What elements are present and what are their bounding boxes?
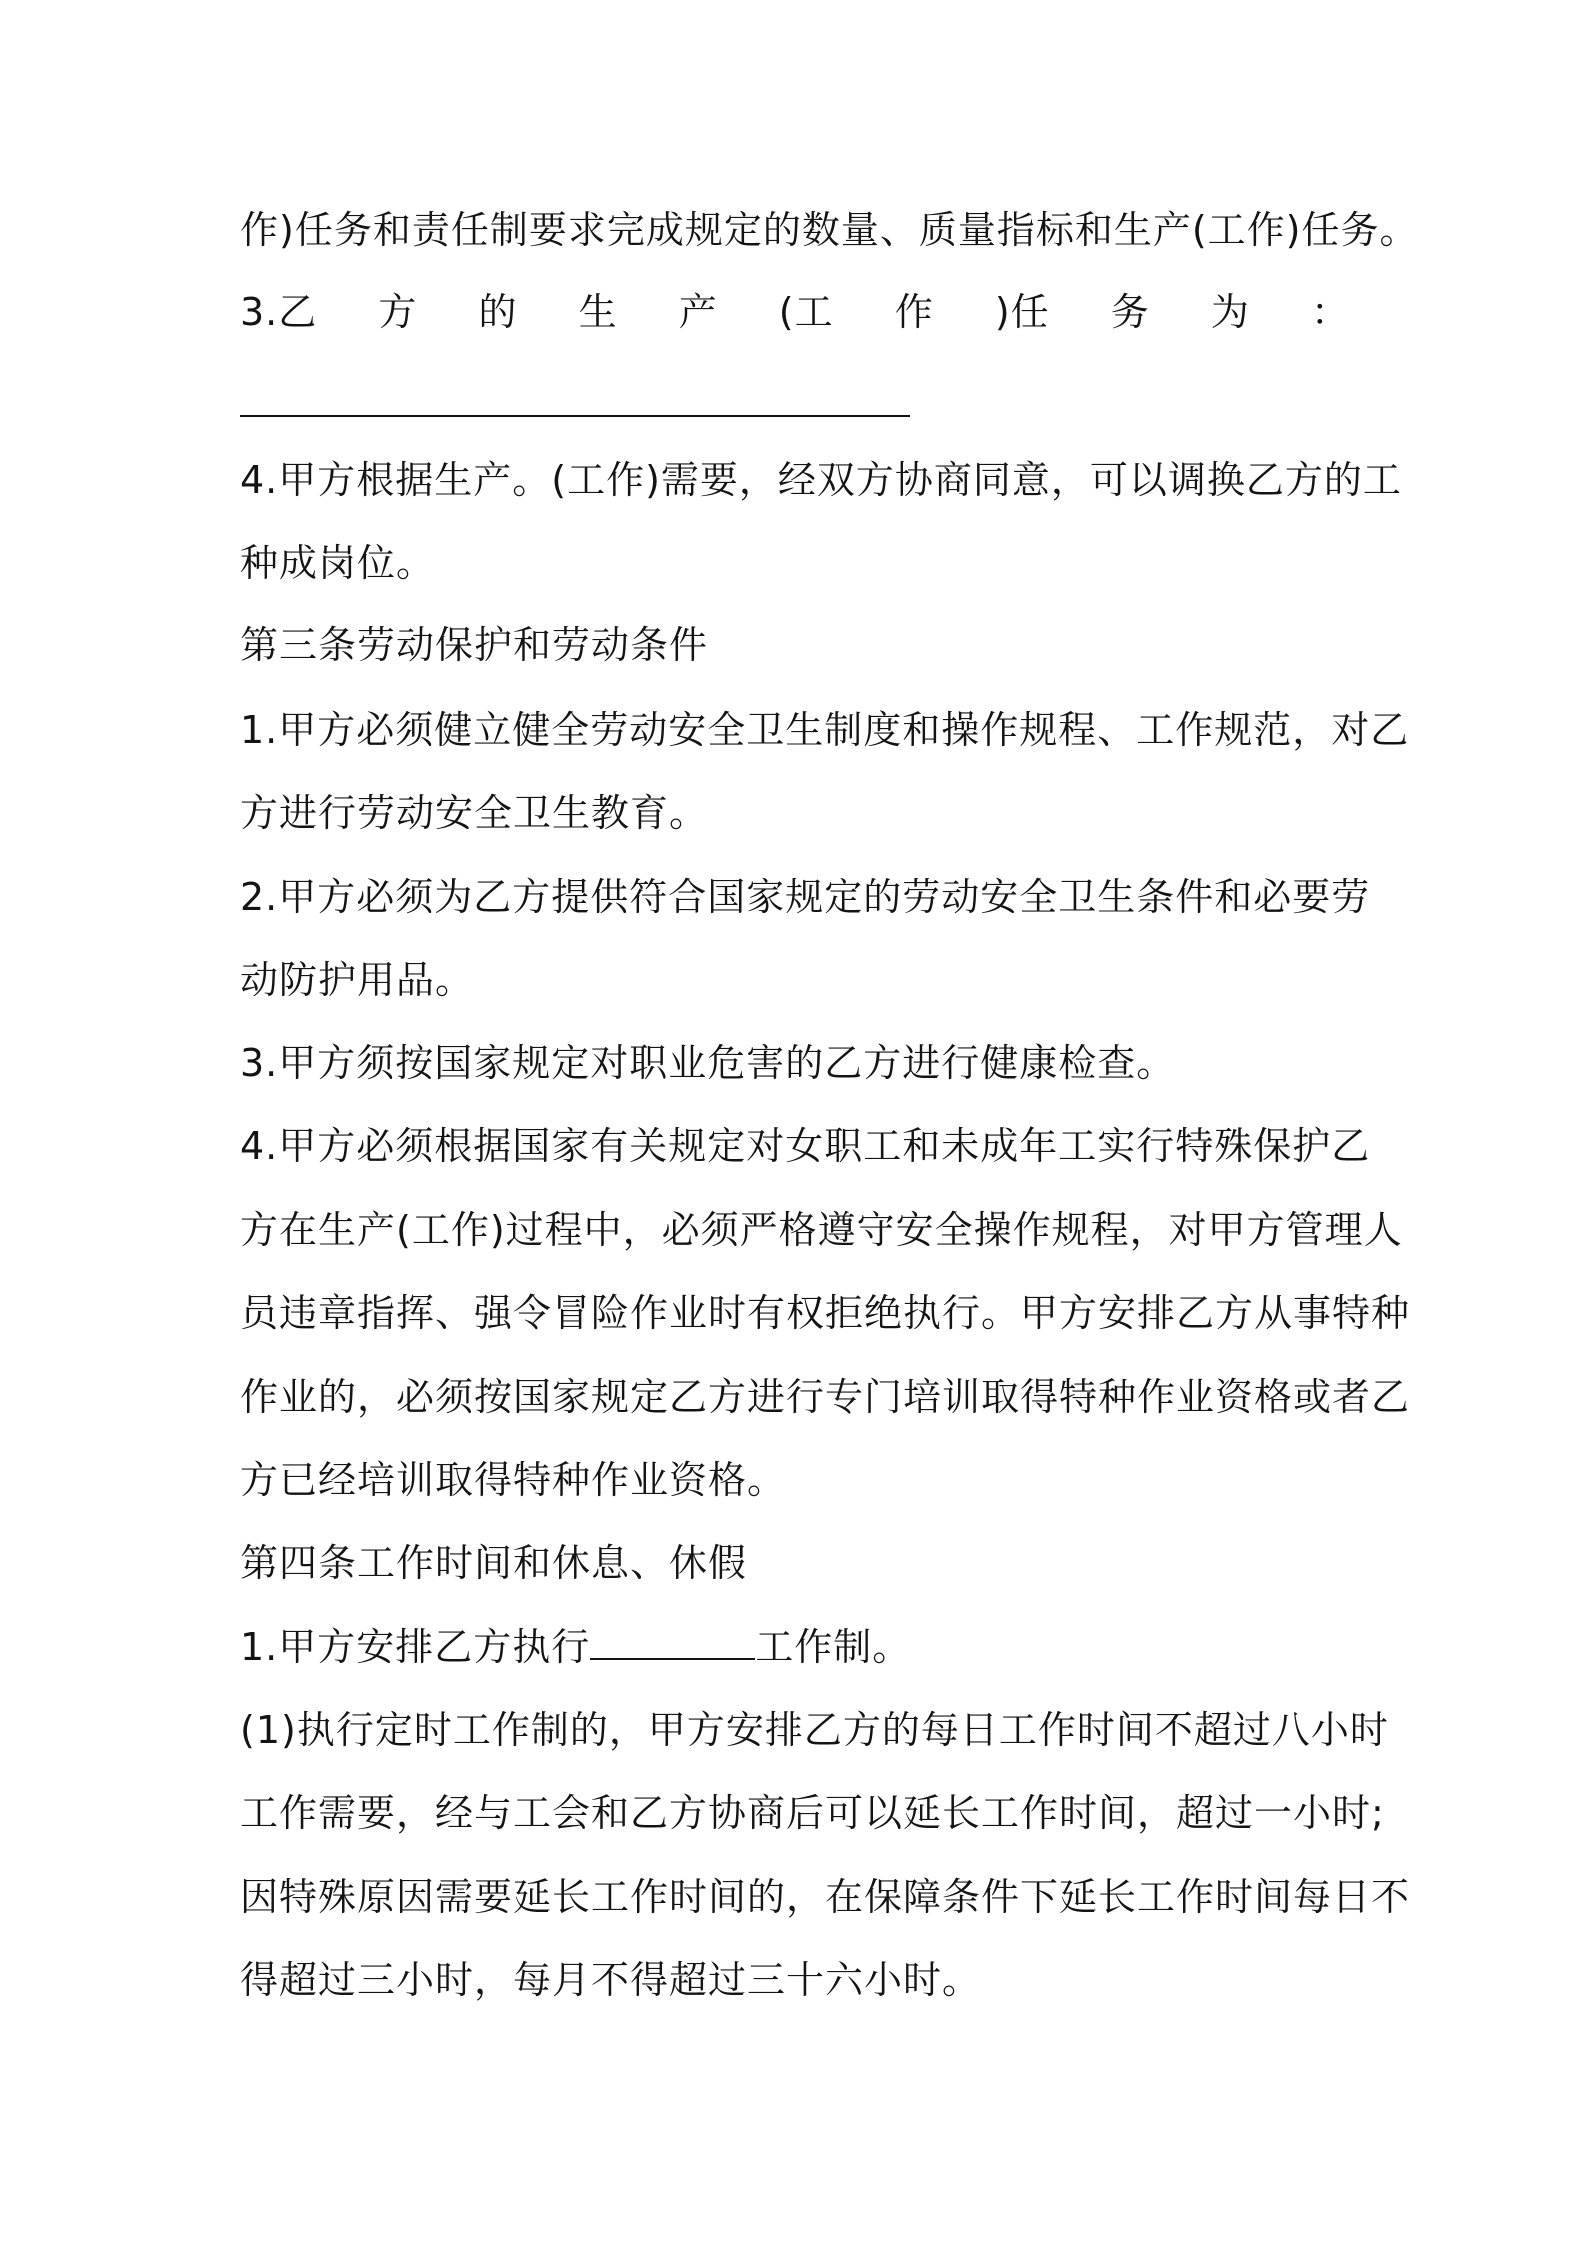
text-line-4: 种成岗位。 — [240, 541, 436, 585]
text-fragment: ： — [1310, 290, 1350, 334]
fill-in-blank — [590, 1624, 755, 1660]
text-line-7: 方进行劳动安全卫生教育。 — [240, 791, 709, 835]
text-line-18: (1)执行定时工作制的，甲方安排乙方的每日工作时间不超过八小时 — [240, 1708, 1389, 1752]
text-line-6: 1.甲方必须健立健全劳动安全卫生制度和操作规程、工作规范，对乙 — [240, 708, 1410, 752]
text-line-21: 得超过三小时，每月不得超过三十六小时。 — [240, 1958, 982, 2002]
text-fragment: 生 — [578, 290, 618, 334]
text-fragment: )任 — [994, 290, 1050, 334]
text-line-9: 动防护用品。 — [240, 958, 475, 1002]
text-fragment: 方 — [378, 290, 418, 334]
text-line-3: 4.甲方根据生产。(工作)需要，经双方协商同意，可以调换乙方的工 — [240, 458, 1402, 502]
text-line-1: 作)任务和责任制要求完成规定的数量、质量指标和生产(工作)任务。 — [240, 208, 1419, 252]
text-fragment: 为 — [1210, 290, 1250, 334]
text-line-13: 员违章指挥、强令冒险作业时有权拒绝执行。甲方安排乙方从事特种 — [240, 1291, 1411, 1335]
text-fragment: 3.乙 — [240, 290, 318, 334]
text-fragment: 的 — [478, 290, 518, 334]
section-heading-3: 第三条劳动保护和劳动条件 — [240, 623, 709, 667]
text-line-14: 作业的，必须按国家规定乙方进行专门培训取得特种作业资格或者乙 — [240, 1375, 1411, 1419]
text-line-10: 3.甲方须按国家规定对职业危害的乙方进行健康检查。 — [240, 1041, 1176, 1085]
text-line-2-justified — [240, 287, 1350, 337]
text-fragment: 产 — [678, 290, 718, 334]
text-fragment: 作 — [894, 290, 934, 334]
text-line-15: 方已经培训取得特种作业资格。 — [240, 1458, 787, 1502]
text-line-19: 工作需要，经与工会和乙方协商后可以延长工作时间，超过一小时; — [240, 1791, 1385, 1835]
text-fragment: (工 — [778, 290, 834, 334]
text-line-8: 2.甲方必须为乙方提供符合国家规定的劳动安全卫生条件和必要劳 — [240, 875, 1371, 919]
text-line-20: 因特殊原因需要延长工作时间的，在保障条件下延长工作时间每日不 — [240, 1875, 1411, 1919]
text-line-11: 4.甲方必须根据国家有关规定对女职工和未成年工实行特殊保护乙 — [240, 1124, 1371, 1168]
section-heading-4: 第四条工作时间和休息、休假 — [240, 1541, 748, 1585]
text-fragment: 1.甲方安排乙方执行 — [240, 1625, 591, 1669]
text-fragment: 工作制。 — [755, 1625, 912, 1669]
fill-in-blank-line — [240, 415, 910, 417]
text-line-17 — [240, 1622, 911, 1672]
text-fragment: 务 — [1110, 290, 1150, 334]
text-line-12: 方在生产(工作)过程中，必须严格遵守安全操作规程，对甲方管理人 — [240, 1208, 1403, 1252]
